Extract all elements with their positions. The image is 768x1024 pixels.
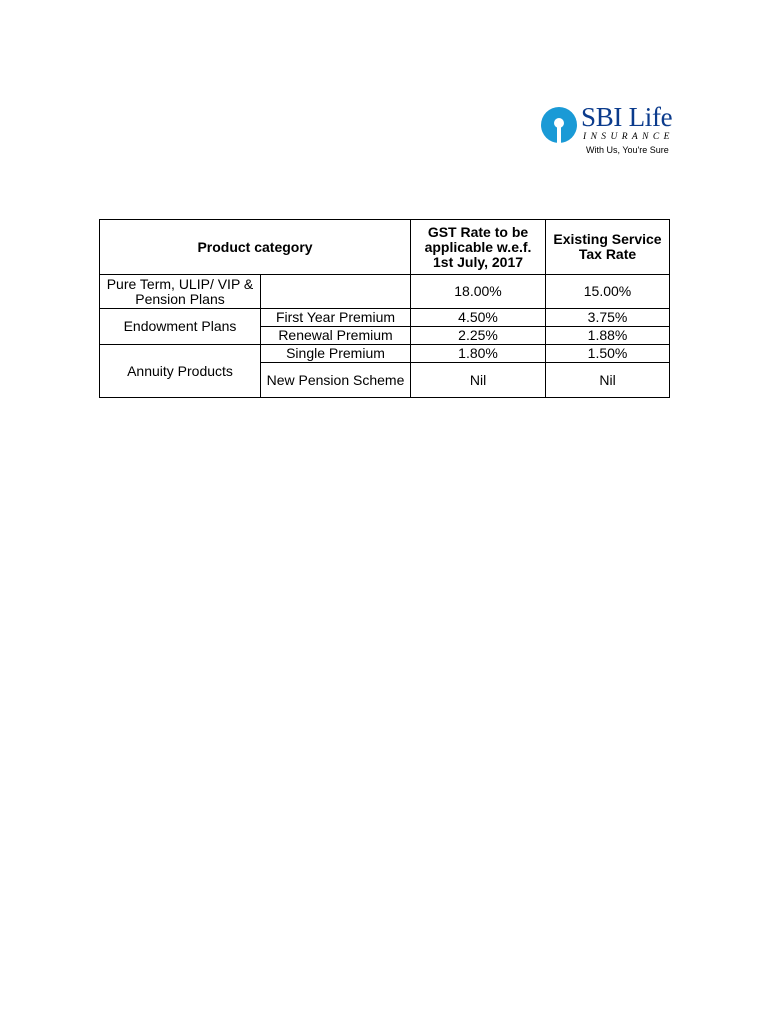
gst-rate-table bbox=[99, 219, 670, 398]
header-gst-rate: GST Rate to be applicable w.e.f. 1st July, 2017 bbox=[411, 220, 546, 275]
category-pure-term: Pure Term, ULIP/ VIP & Pension Plans bbox=[100, 275, 261, 309]
gst-rate-cell: 1.80% bbox=[411, 345, 546, 363]
service-tax-cell: 1.88% bbox=[546, 327, 670, 345]
subcategory-cell: New Pension Scheme bbox=[261, 363, 411, 398]
sbi-life-logo bbox=[540, 102, 690, 162]
table-header-row bbox=[100, 220, 670, 275]
service-tax-cell: 1.50% bbox=[546, 345, 670, 363]
gst-rate-cell: 4.50% bbox=[411, 309, 546, 327]
service-tax-cell: Nil bbox=[546, 363, 670, 398]
table-row bbox=[100, 345, 670, 363]
sbi-keyhole-icon bbox=[540, 106, 578, 144]
header-service-tax: Existing Service Tax Rate bbox=[546, 220, 670, 275]
subcategory-cell: Renewal Premium bbox=[261, 327, 411, 345]
category-endowment: Endowment Plans bbox=[100, 309, 261, 345]
gst-rate-cell: 18.00% bbox=[411, 275, 546, 309]
header-product-category: Product category bbox=[100, 220, 411, 275]
gst-rate-cell: 2.25% bbox=[411, 327, 546, 345]
subcategory-cell: First Year Premium bbox=[261, 309, 411, 327]
logo-subtitle: INSURANCE bbox=[583, 132, 674, 142]
category-annuity: Annuity Products bbox=[100, 345, 261, 398]
service-tax-cell: 3.75% bbox=[546, 309, 670, 327]
table-row bbox=[100, 275, 670, 309]
subcategory-cell bbox=[261, 275, 411, 309]
logo-tagline: With Us, You're Sure bbox=[586, 145, 669, 155]
gst-rate-cell: Nil bbox=[411, 363, 546, 398]
subcategory-cell: Single Premium bbox=[261, 345, 411, 363]
logo-name: SBI Life bbox=[581, 102, 673, 132]
service-tax-cell: 15.00% bbox=[546, 275, 670, 309]
table-row bbox=[100, 309, 670, 327]
